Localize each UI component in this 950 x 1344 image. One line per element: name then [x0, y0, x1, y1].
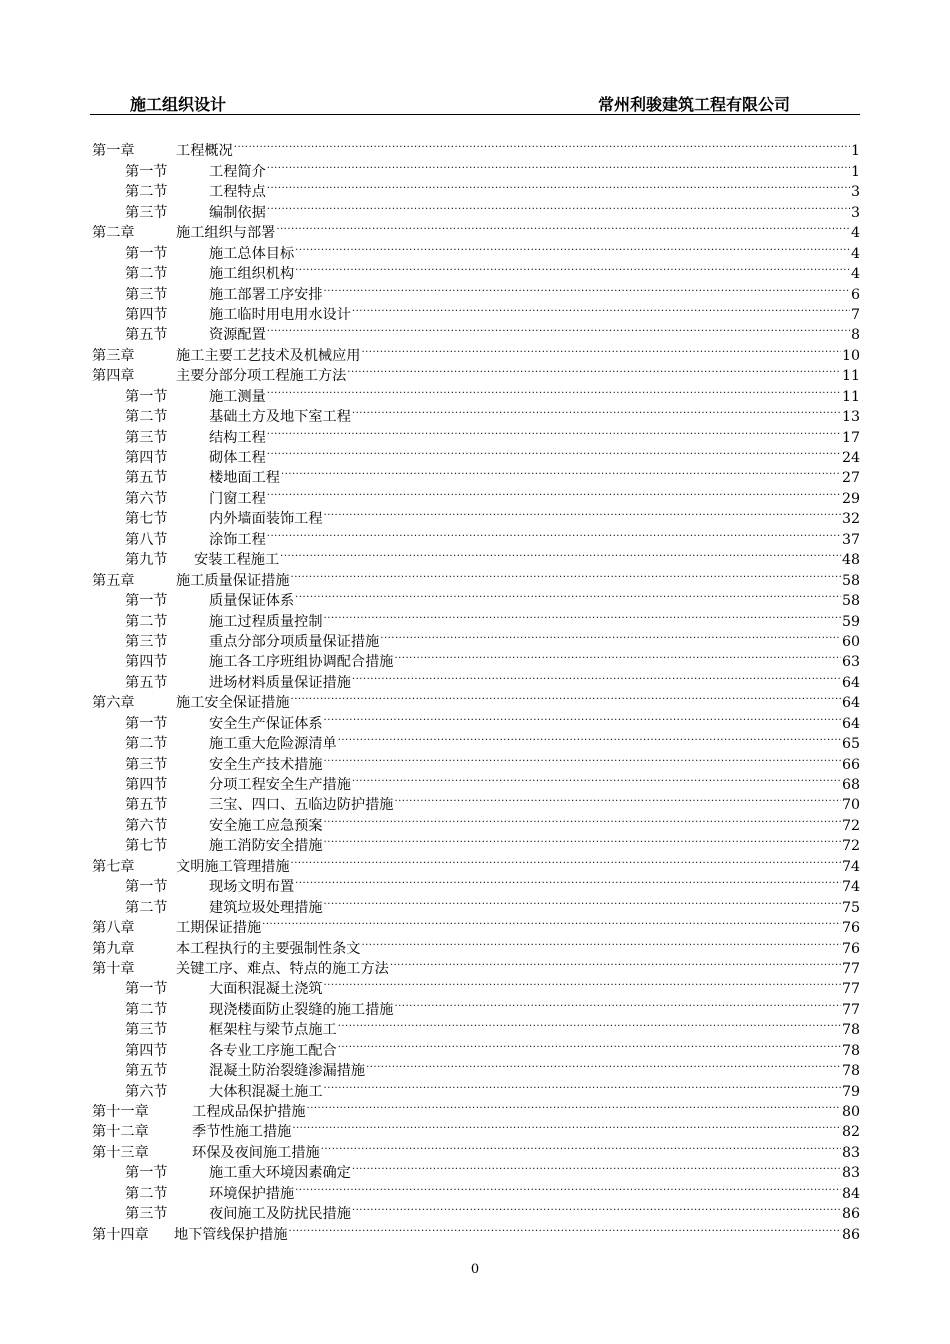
toc-entry-page: 78 — [841, 1063, 860, 1080]
toc-dot-leader — [267, 523, 841, 543]
toc-entry-page: 1 — [850, 163, 860, 180]
toc-entry-page: 82 — [841, 1124, 860, 1141]
toc-entry-title: 安全施工应急预案 — [209, 817, 323, 834]
toc-entry-title: 安全生产保证体系 — [209, 715, 323, 732]
toc-dot-leader — [295, 585, 841, 605]
toc-entry-number: 第四节 — [125, 450, 168, 466]
toc-entry-number: 第二节 — [125, 1001, 168, 1018]
toc-entry-number: 第二节 — [125, 409, 168, 426]
toc-entry-number: 第二节 — [125, 1185, 168, 1202]
toc-entry-page: 4 — [850, 225, 860, 242]
toc-entry-title: 质量保证体系 — [209, 593, 295, 610]
toc-dot-leader — [234, 135, 850, 155]
toc-entry-title: 季节性施工措施 — [192, 1124, 292, 1141]
toc-entry-page: 74 — [841, 879, 860, 896]
toc-entry-page: 68 — [841, 777, 860, 793]
toc-entry-title: 楼地面工程 — [209, 470, 280, 487]
toc-dot-leader — [324, 605, 841, 625]
toc-entry-number: 第一节 — [125, 245, 168, 262]
toc-entry-title: 施工过程质量控制 — [209, 613, 323, 630]
toc-dot-leader — [394, 646, 840, 666]
table-of-contents — [92, 135, 860, 1243]
toc-entry-number: 第五节 — [125, 797, 168, 814]
toc-dot-leader — [295, 871, 841, 891]
toc-entry-title: 现浇楼面防止裂缝的施工措施 — [209, 1001, 394, 1018]
toc-entry-number: 第三节 — [125, 1022, 168, 1039]
toc-entry-number: 第三节 — [125, 286, 168, 303]
toc-dot-leader — [267, 380, 841, 400]
toc-dot-leader — [324, 891, 841, 911]
toc-dot-leader — [324, 973, 841, 993]
toc-dot-leader — [338, 1034, 841, 1054]
toc-entry-page: 78 — [841, 1042, 860, 1059]
toc-entry-number: 第七节 — [125, 511, 168, 528]
toc-entry-number: 第六节 — [125, 817, 168, 834]
toc-entry-page: 8 — [850, 327, 860, 344]
toc-dot-leader — [324, 809, 841, 829]
page-header — [90, 90, 860, 115]
toc-entry-page: 64 — [841, 715, 860, 732]
toc-entry-page: 10 — [841, 347, 860, 364]
toc-dot-leader — [394, 789, 840, 809]
toc-entry-title: 关键工序、难点、特点的施工方法 — [176, 960, 389, 977]
toc-entry-page: 11 — [841, 368, 860, 385]
toc-dot-leader — [321, 1136, 841, 1156]
toc-dot-leader — [291, 687, 841, 707]
toc-entry-page: 64 — [841, 695, 860, 712]
toc-entry-title: 内外墙面装饰工程 — [209, 511, 323, 528]
toc-entry-title: 施工质量保证措施 — [176, 572, 290, 589]
toc-entry-title: 施工临时用电用水设计 — [209, 306, 351, 323]
toc-entry-title: 资源配置 — [209, 327, 266, 344]
toc-entry-number: 第一节 — [125, 388, 168, 405]
toc-dot-leader — [280, 544, 841, 564]
toc-dot-leader — [338, 728, 841, 748]
toc-dot-leader — [352, 401, 841, 421]
toc-entry-page: 17 — [841, 429, 860, 446]
toc-entry-number: 第三节 — [125, 204, 168, 221]
toc-entry-title: 各专业工序施工配合 — [209, 1042, 337, 1059]
toc-dot-leader — [324, 1075, 841, 1095]
toc-dot-leader — [390, 953, 841, 973]
toc-dot-leader — [267, 155, 850, 175]
toc-entry-title: 施工部署工序安排 — [209, 286, 323, 303]
toc-entry-title: 进场材料质量保证措施 — [209, 674, 351, 691]
toc-dot-leader — [366, 1055, 841, 1075]
toc-entry-title: 工程简介 — [209, 163, 266, 180]
toc-dot-leader — [347, 360, 841, 380]
toc-entry-page: 76 — [841, 940, 860, 957]
toc-entry-page: 6 — [850, 286, 860, 303]
header-doc-title: 施工组织设计 — [130, 95, 227, 114]
toc-dot-leader — [267, 442, 841, 462]
toc-entry-title: 安装工程施工 — [194, 552, 280, 569]
toc-entry-page: 77 — [841, 1001, 860, 1018]
toc-entry-title: 工期保证措施 — [176, 920, 262, 937]
toc-entry-page: 4 — [850, 245, 860, 262]
toc-entry-page: 59 — [841, 613, 860, 630]
toc-dot-leader — [307, 1096, 841, 1116]
toc-chapter-entry[interactable] — [92, 135, 860, 160]
toc-dot-leader — [276, 217, 850, 237]
toc-entry-title: 施工各工序班组协调配合措施 — [209, 654, 394, 671]
toc-entry-number: 第二节 — [125, 184, 168, 201]
toc-entry-number: 第九节 — [125, 552, 168, 569]
toc-entry-page: 86 — [841, 1206, 860, 1223]
toc-entry-page: 74 — [841, 858, 860, 875]
toc-dot-leader — [352, 666, 841, 686]
toc-entry-number: 第八节 — [125, 531, 168, 548]
toc-entry-number: 第二节 — [125, 613, 168, 630]
toc-entry-page: 66 — [841, 756, 860, 773]
toc-entry-number: 第五节 — [125, 1063, 168, 1080]
toc-entry-page: 7 — [850, 306, 860, 323]
toc-entry-page: 58 — [841, 593, 860, 610]
toc-entry-page: 70 — [841, 797, 860, 814]
toc-entry-number: 第四节 — [125, 777, 168, 793]
toc-entry-number: 第五节 — [125, 674, 168, 691]
toc-dot-leader — [267, 482, 841, 502]
toc-entry-title: 夜间施工及防扰民措施 — [209, 1206, 351, 1223]
toc-entry-title: 工程成品保护措施 — [192, 1104, 306, 1120]
toc-entry-page: 29 — [841, 490, 860, 507]
toc-entry-number: 第二章 — [92, 225, 135, 242]
toc-entry-number: 第四节 — [125, 306, 168, 323]
toc-entry-title: 涂饰工程 — [209, 531, 266, 548]
page-number: 0 — [470, 1262, 480, 1277]
toc-dot-leader — [262, 912, 841, 932]
toc-entry-title: 编制依据 — [209, 204, 266, 221]
toc-entry-number: 第十三章 — [92, 1144, 149, 1161]
toc-entry-title: 施工组织与部署 — [176, 225, 276, 242]
toc-dot-leader — [281, 462, 841, 482]
toc-entry-number: 第十一章 — [92, 1104, 149, 1120]
toc-dot-leader — [338, 1014, 841, 1034]
toc-entry-number: 第一章 — [92, 143, 135, 160]
toc-entry-number: 第五节 — [125, 327, 168, 344]
toc-entry-page: 72 — [841, 817, 860, 834]
toc-entry-title: 施工消防安全措施 — [209, 838, 323, 855]
toc-dot-leader — [361, 932, 840, 952]
toc-entry-number: 第一节 — [125, 593, 168, 610]
toc-dot-leader — [352, 299, 850, 319]
toc-entry-number: 第六章 — [92, 695, 135, 712]
toc-dot-leader — [380, 626, 841, 646]
toc-entry-number: 第三章 — [92, 347, 135, 364]
toc-entry-number: 第三节 — [125, 429, 168, 446]
toc-dot-leader — [394, 993, 840, 1013]
toc-entry-number: 第七章 — [92, 858, 135, 875]
toc-entry-page: 83 — [841, 1144, 860, 1161]
toc-dot-leader — [324, 707, 841, 727]
toc-dot-leader — [324, 748, 841, 768]
toc-entry-title: 施工安全保证措施 — [176, 695, 290, 712]
toc-entry-title: 建筑垃圾处理措施 — [209, 899, 323, 916]
toc-entry-number: 第八章 — [92, 920, 135, 937]
toc-dot-leader — [361, 339, 840, 359]
toc-entry-page: 48 — [841, 552, 860, 569]
toc-entry-number: 第一节 — [125, 879, 168, 896]
toc-entry-page: 3 — [850, 184, 860, 201]
toc-entry-page: 58 — [841, 572, 860, 589]
toc-entry-number: 第三节 — [125, 756, 168, 773]
toc-dot-leader — [295, 258, 850, 278]
toc-entry-number: 第四章 — [92, 368, 135, 385]
toc-entry-title: 框架柱与梁节点施工 — [209, 1022, 337, 1039]
toc-entry-page: 32 — [841, 511, 860, 528]
toc-entry-title: 工程特点 — [209, 184, 266, 201]
toc-dot-leader — [291, 564, 841, 584]
toc-entry-number: 第六节 — [125, 1083, 168, 1100]
toc-entry-number: 第十章 — [92, 960, 135, 977]
toc-entry-page: 76 — [841, 920, 860, 937]
toc-dot-leader — [352, 1157, 841, 1177]
toc-entry-number: 第十二章 — [92, 1124, 149, 1141]
toc-entry-number: 第一节 — [125, 163, 168, 180]
toc-dot-leader — [267, 421, 841, 441]
toc-entry-title: 大面积混凝土浇筑 — [209, 981, 323, 998]
toc-dot-leader — [295, 237, 850, 257]
toc-entry-page: 63 — [841, 654, 860, 671]
toc-entry-title: 施工主要工艺技术及机械应用 — [176, 347, 361, 364]
toc-entry-page: 60 — [841, 633, 860, 650]
toc-entry-title: 三宝、四口、五临边防护措施 — [209, 797, 394, 814]
toc-entry-title: 施工总体目标 — [209, 245, 295, 262]
toc-entry-page: 4 — [850, 266, 860, 283]
toc-entry-page: 3 — [850, 204, 860, 221]
toc-entry-number: 第四节 — [125, 1042, 168, 1059]
toc-dot-leader — [267, 196, 850, 216]
toc-entry-title: 施工重大环境因素确定 — [209, 1165, 351, 1182]
toc-entry-title: 施工组织机构 — [209, 266, 295, 283]
toc-dot-leader — [267, 319, 850, 339]
toc-entry-page: 77 — [841, 981, 860, 998]
toc-entry-number: 第三节 — [125, 633, 168, 650]
toc-dot-leader — [267, 176, 850, 196]
toc-dot-leader — [324, 503, 841, 523]
toc-entry-title: 主要分部分项工程施工方法 — [176, 368, 347, 385]
toc-entry-page: 27 — [841, 470, 860, 487]
toc-entry-number: 第六节 — [125, 490, 168, 507]
toc-entry-title: 环境保护措施 — [209, 1185, 295, 1202]
toc-entry-number: 第七节 — [125, 838, 168, 855]
toc-entry-title: 基础土方及地下室工程 — [209, 409, 351, 426]
toc-entry-number: 第三节 — [125, 1206, 168, 1223]
toc-dot-leader — [352, 1198, 841, 1218]
toc-entry-number: 第四节 — [125, 654, 168, 671]
toc-entry-title: 分项工程安全生产措施 — [209, 777, 351, 793]
toc-entry-title: 现场文明布置 — [209, 879, 295, 896]
toc-entry-number: 第十四章 — [92, 1226, 149, 1243]
toc-entry-page: 37 — [841, 531, 860, 548]
toc-dot-leader — [291, 850, 841, 870]
toc-entry-number: 第五章 — [92, 572, 135, 589]
toc-entry-page: 77 — [841, 960, 860, 977]
toc-dot-leader — [324, 278, 850, 298]
toc-entry-page: 84 — [841, 1185, 860, 1202]
toc-entry-page: 79 — [841, 1083, 860, 1100]
toc-entry-title: 安全生产技术措施 — [209, 756, 323, 773]
toc-entry-number: 第二节 — [125, 266, 168, 283]
toc-entry-page: 83 — [841, 1165, 860, 1182]
toc-entry-page: 11 — [841, 388, 860, 405]
toc-entry-page: 75 — [841, 899, 860, 916]
toc-entry-page: 1 — [850, 143, 860, 160]
toc-entry-title: 门窗工程 — [209, 490, 266, 507]
toc-entry-title: 文明施工管理措施 — [176, 858, 290, 875]
toc-entry-page: 65 — [841, 736, 860, 753]
toc-dot-leader — [289, 1218, 841, 1238]
toc-dot-leader — [292, 1116, 841, 1136]
toc-entry-title: 地下管线保护措施 — [174, 1226, 288, 1243]
toc-entry-title: 砌体工程 — [209, 450, 266, 466]
toc-entry-page: 72 — [841, 838, 860, 855]
toc-entry-number: 第一节 — [125, 1165, 168, 1182]
toc-entry-title: 工程概况 — [176, 143, 233, 160]
header-company-name: 常州利骏建筑工程有限公司 — [597, 95, 790, 114]
toc-entry-title: 施工测量 — [209, 388, 266, 405]
toc-entry-page: 24 — [841, 450, 860, 466]
toc-entry-title: 混凝土防治裂缝渗漏措施 — [209, 1063, 366, 1080]
toc-entry-title: 结构工程 — [209, 429, 266, 446]
toc-entry-page: 80 — [841, 1104, 860, 1120]
toc-entry-number: 第一节 — [125, 981, 168, 998]
toc-dot-leader — [352, 769, 841, 789]
toc-entry-title: 大体积混凝土施工 — [209, 1083, 323, 1100]
toc-entry-page: 64 — [841, 674, 860, 691]
toc-entry-number: 第二节 — [125, 899, 168, 916]
toc-entry-title: 施工重大危险源清单 — [209, 736, 337, 753]
toc-entry-number: 第二节 — [125, 736, 168, 753]
toc-entry-title: 本工程执行的主要强制性条文 — [176, 940, 361, 957]
toc-entry-page: 86 — [841, 1226, 860, 1243]
toc-dot-leader — [324, 830, 841, 850]
toc-entry-number: 第五节 — [125, 470, 168, 487]
toc-dot-leader — [295, 1177, 841, 1197]
toc-entry-number: 第九章 — [92, 940, 135, 957]
toc-entry-title: 重点分部分项质量保证措施 — [209, 633, 380, 650]
toc-entry-page: 78 — [841, 1022, 860, 1039]
toc-entry-title: 环保及夜间施工措施 — [192, 1144, 320, 1161]
toc-entry-page: 13 — [841, 409, 860, 426]
toc-entry-number: 第一节 — [125, 715, 168, 732]
